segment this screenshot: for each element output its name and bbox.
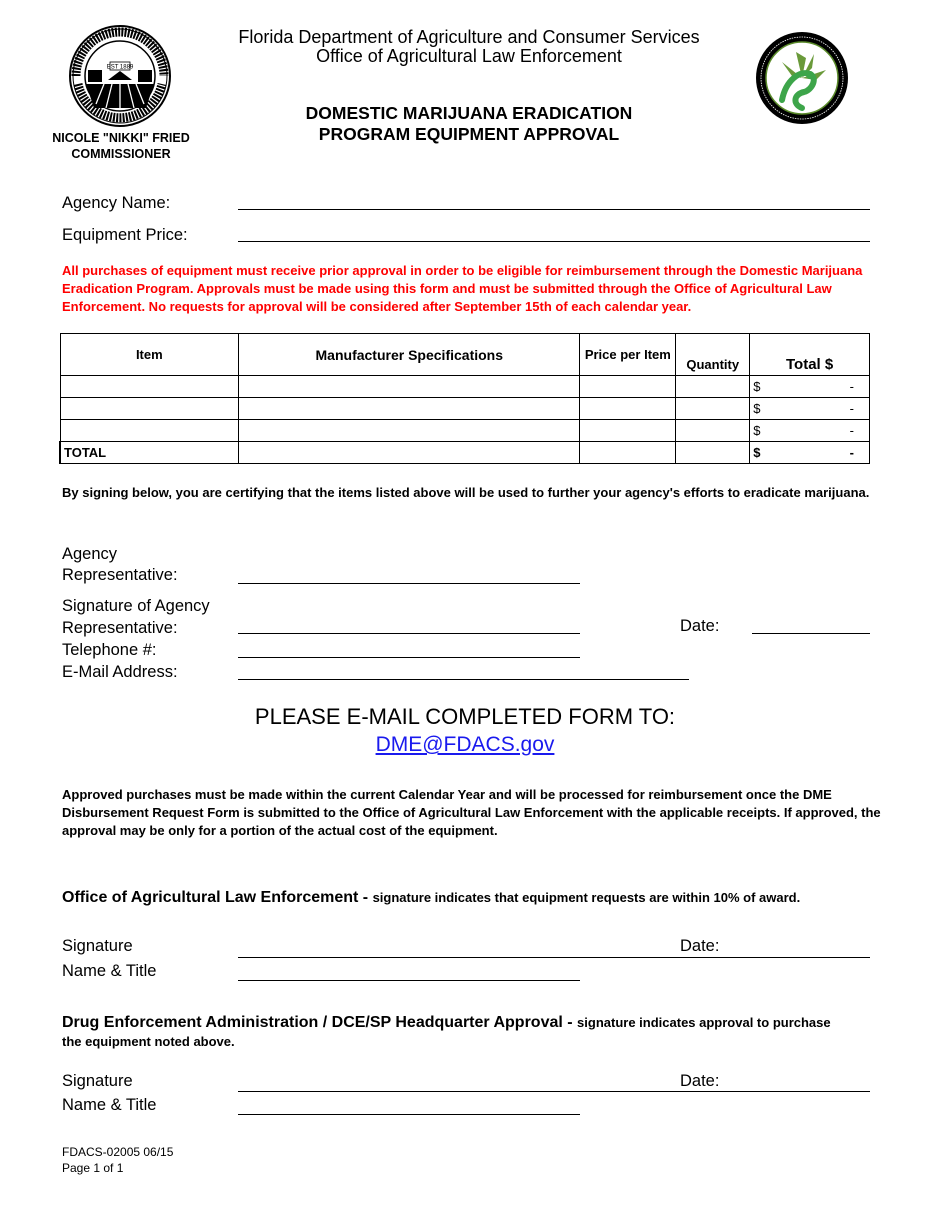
- col-price-header: Price per Item: [580, 334, 676, 376]
- equipment-price-field[interactable]: [238, 241, 870, 242]
- form-title-line2: PROGRAM EQUIPMENT APPROVAL: [318, 124, 620, 144]
- table-row: [60, 398, 870, 420]
- telephone-label: Telephone #:: [62, 641, 157, 659]
- dea-section-heading: [62, 1013, 842, 1051]
- commissioner-name: NICOLE "NIKKI" FRIED: [52, 131, 190, 145]
- oale-section-heading: [62, 889, 892, 907]
- total-cell: [750, 398, 870, 420]
- dea-name-title-label: Name & Title: [62, 1096, 157, 1114]
- table-total-row: [60, 442, 870, 464]
- total-cell: [750, 376, 870, 398]
- currency-symbol: $: [753, 423, 761, 438]
- total-label: TOTAL: [60, 442, 239, 464]
- dea-signature-label: Signature: [62, 1072, 133, 1090]
- dea-signature-field[interactable]: [238, 1091, 870, 1092]
- quantity-cell[interactable]: [676, 420, 750, 442]
- commissioner-block: [40, 130, 202, 162]
- oale-name-title-label: Name & Title: [62, 962, 157, 980]
- total-amount: -: [849, 423, 854, 438]
- agency-name-field[interactable]: [238, 209, 870, 210]
- dea-dce-logo: [752, 30, 852, 126]
- email-instructions: PLEASE E-MAIL COMPLETED FORM TO:: [254, 704, 676, 729]
- agency-name-label: Agency Name:: [62, 194, 171, 212]
- table-row: [60, 420, 870, 442]
- col-quantity-header: Quantity: [676, 334, 750, 376]
- signature-field[interactable]: [238, 633, 580, 634]
- currency-symbol: $: [753, 445, 761, 460]
- total-cell: [750, 420, 870, 442]
- specs-cell: [239, 442, 580, 464]
- oale-signature-label: Signature: [62, 937, 133, 955]
- department-header: [200, 28, 738, 66]
- telephone-field[interactable]: [238, 657, 580, 658]
- agency-rep-label-line1: Agency: [62, 545, 118, 563]
- form-title: [230, 103, 708, 145]
- oale-date-label: Date:: [680, 937, 720, 955]
- grand-total-cell: [750, 442, 870, 464]
- col-total-header: Total $: [750, 334, 870, 376]
- oale-name-title-field[interactable]: [238, 980, 580, 981]
- oale-subtitle: signature indicates that equipment requests are within 10% of award.: [372, 890, 801, 905]
- quantity-cell[interactable]: [676, 376, 750, 398]
- item-cell[interactable]: [60, 420, 239, 442]
- price-cell[interactable]: [580, 398, 676, 420]
- dea-title: Drug Enforcement Administration / DCE/SP Headquarter Approval -: [62, 1014, 578, 1031]
- dea-name-title-field[interactable]: [238, 1114, 580, 1115]
- dea-date-label: Date:: [680, 1072, 720, 1090]
- quantity-cell[interactable]: [676, 398, 750, 420]
- equipment-table: [59, 333, 870, 464]
- col-specs-header: Manufacturer Specifications: [239, 334, 580, 376]
- specs-cell[interactable]: [239, 376, 580, 398]
- office-name: Office of Agricultural Law Enforcement: [316, 46, 622, 66]
- table-header-row: [60, 334, 870, 376]
- specs-cell[interactable]: [239, 398, 580, 420]
- certification-statement: By signing below, you are certifying that the items listed above will be used to further your agency's efforts to eradicate marijuana.: [62, 485, 870, 500]
- signature-label-line1: Signature of Agency: [62, 597, 210, 615]
- agency-rep-field[interactable]: [238, 583, 580, 584]
- quantity-cell: [676, 442, 750, 464]
- seal-est-text: EST 1889: [106, 64, 134, 71]
- total-amount: -: [849, 401, 854, 416]
- price-cell: [580, 442, 676, 464]
- total-amount: -: [849, 379, 854, 394]
- form-footer: [62, 1144, 173, 1176]
- form-id: FDACS-02005 06/15: [62, 1145, 174, 1159]
- rep-date-label: Date:: [680, 617, 720, 635]
- col-item-header: Item: [60, 334, 239, 376]
- oale-title: Office of Agricultural Law Enforcement -: [62, 889, 373, 906]
- commissioner-title: COMMISSIONER: [71, 147, 171, 161]
- department-name: Florida Department of Agriculture and Consumer Services: [238, 27, 700, 47]
- specs-cell[interactable]: [239, 420, 580, 442]
- prior-approval-notice: All purchases of equipment must receive prior approval in order to be eligible for reimbursement through the Domestic Marijuana Eradication Program. Approvals must be made using this form and must be submitted through the Office of Agricultural Law Enforcement. No requests for approval will be considered after September 15th of each calendar year.: [62, 263, 863, 314]
- oale-signature-field[interactable]: [238, 957, 870, 958]
- signature-label-line2: Representative:: [62, 619, 178, 637]
- reimbursement-terms: Approved purchases must be made within the current Calendar Year and will be processed for reimbursement once the DME Disbursement Request Form is submitted to the Office of Agricultural Law Enforcement with the applicable receipts. If approved, the approval may be only for a portion of the actual cost of the equipment.: [62, 787, 881, 838]
- email-label: E-Mail Address:: [62, 663, 178, 681]
- equipment-price-label: Equipment Price:: [62, 226, 188, 244]
- dea-subtitle: signature indicates approval to purchase the equipment noted above.: [62, 1015, 831, 1049]
- rep-date-field[interactable]: [752, 633, 870, 634]
- currency-symbol: $: [753, 401, 761, 416]
- table-row: [60, 376, 870, 398]
- email-address-link[interactable]: DME@FDACS.gov: [375, 733, 555, 756]
- grand-total-amount: -: [849, 445, 854, 460]
- price-cell[interactable]: [580, 420, 676, 442]
- item-cell[interactable]: [60, 376, 239, 398]
- form-title-line1: DOMESTIC MARIJUANA ERADICATION: [305, 103, 633, 123]
- price-cell[interactable]: [580, 376, 676, 398]
- item-cell[interactable]: [60, 398, 239, 420]
- fdacs-seal: [68, 24, 172, 128]
- email-field[interactable]: [238, 679, 689, 680]
- page-number: Page 1 of 1: [62, 1161, 124, 1175]
- currency-symbol: $: [753, 379, 761, 394]
- agency-rep-label-line2: Representative:: [62, 566, 178, 584]
